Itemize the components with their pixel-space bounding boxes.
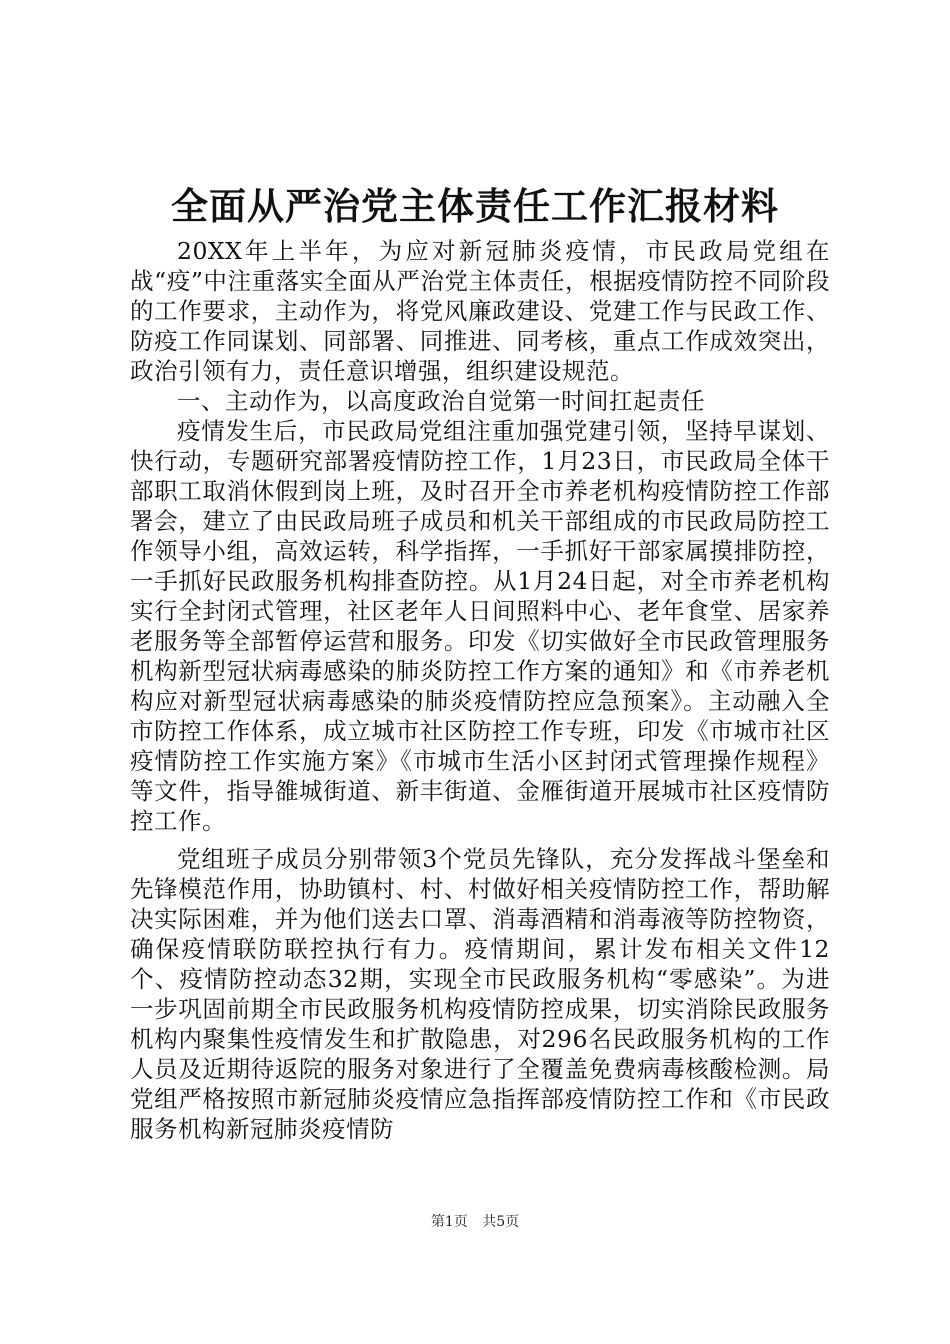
page-footer [0,1212,950,1232]
section-heading-1: 一、主动作为，以高度政治自觉第一时间扛起责任 [177,387,705,415]
document-body [130,236,830,1144]
paragraph-section-1: 疫情发生后，市民政局党组注重加强党建引领，坚持早谋划、快行动，专题研究部署疫情防控工作，1月23日，市民政局全体干部职工取消休假到岗上班，及时召开全市养老机构疫情防控工作部署会，建立了由民政局班子成员和机关干部组成的市民政局防控工作领导小组，高效运转，科学指挥，一手抓好干部家属摸排防控，一手抓好民政服务机构排查防控。从1月24日起，对全市养老机构实行全封闭式管理，社区老年人日间照料中心、老年食堂、居家养老服务等全部暂停运营和服务。印发《切实做好全市民政管理服务机构新型冠状病毒感染的肺炎防控工作方案的通知》和《市养老机构应对新型冠状病毒感染的肺炎疫情防控应急预案》。主动融入全市防控工作体系，成立城市社区防控工作专班，印发《市城市社区疫情防控工作实施方案》《市城市生活小区封闭式管理操作规程》等文件，指导雒城街道、新丰街道、金雁街道开展城市社区疫情防控工作。 [130,417,830,835]
paragraph-party-team: 党组班子成员分别带领3个党员先锋队，充分发挥战斗堡垒和先锋模范作用，协助镇村、村、村做好相关疫情防控工作，帮助解决实际困难，并为他们送去口罩、消毒酒精和消毒液等防控物资，确保疫情联防联控执行有力。疫情期间，累计发布相关文件12个、疫情防控动态32期，实现全市民政服务机构“零感染”。为进一步巩固前期全市民政服务机构疫情防控成果，切实消除民政服务机构内聚集性疫情发生和扩散隐患，对296名民政服务机构的工作人员及近期待返院的服务对象进行了全覆盖免费病毒核酸检测。局党组严格按照市新冠肺炎疫情应急指挥部疫情防控工作和《市民政服务机构新冠肺炎疫情防 [130,845,830,1143]
document-title: 全面从严治党主体责任工作汇报材料 [171,184,779,228]
page-number: 第1页 [430,1214,468,1230]
page-total: 共5页 [482,1214,520,1230]
paragraph-intro: 20XX年上半年，为应对新冠肺炎疫情，市民政局党组在战“疫”中注重落实全面从严治党主体责任，根据疫情防控不同阶段的工作要求，主动作为，将党风廉政建设、党建工作与民政工作、防疫工作同谋划、同部署、同推进、同考核，重点工作成效突出，政治引领有力，责任意识增强，组织建设规范。 [130,237,830,385]
